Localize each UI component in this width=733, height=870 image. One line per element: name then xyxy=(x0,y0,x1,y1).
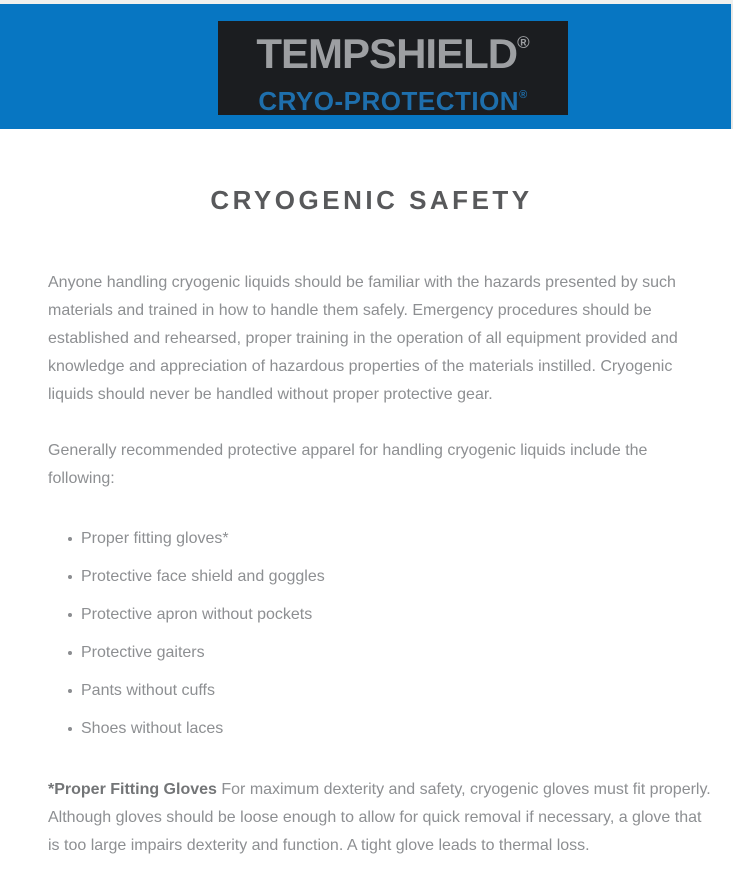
list-item xyxy=(48,677,695,705)
tempshield-logo xyxy=(218,21,568,115)
paragraph-line: Generally recommended protective apparel for handling cryogenic liquids include the xyxy=(48,442,648,459)
bullet-icon xyxy=(68,613,72,617)
paragraph-line: Although gloves should be loose enough to allow for quick removal if necessary, a glove that xyxy=(48,809,702,826)
paragraph-line: knowledge and appreciation of hazardous properties of the materials instilled. Cryogenic xyxy=(48,358,673,375)
paragraph-line xyxy=(48,776,711,804)
paragraph-line: following: xyxy=(48,470,115,487)
gloves-footnote-paragraph xyxy=(48,776,711,860)
header-banner xyxy=(0,4,733,129)
footnote-line-rest: For maximum dexterity and safety, cryogenic gloves must fit properly. xyxy=(216,781,711,798)
main-content xyxy=(0,186,733,860)
list-item xyxy=(48,601,695,629)
paragraph-line: established and rehearsed, proper training in the operation of all equipment provided and xyxy=(48,330,678,347)
list-item xyxy=(48,525,695,553)
page-title: CRYOGENIC SAFETY xyxy=(210,185,533,215)
logo-tagline-text xyxy=(258,78,527,118)
paragraph-line: liquids should never be handled without proper protective gear. xyxy=(48,386,493,403)
bullet-icon xyxy=(68,537,72,541)
list-item xyxy=(48,639,695,667)
bullet-icon xyxy=(68,575,72,579)
apparel-intro-paragraph xyxy=(48,437,695,493)
logo-brand-word: TEMPSHIELD xyxy=(256,29,518,77)
footnote-bold-lead: *Proper Fitting Gloves xyxy=(48,781,217,798)
list-item-label: Protective face shield and goggles xyxy=(81,568,325,585)
list-item xyxy=(48,563,695,591)
bullet-icon xyxy=(68,727,72,731)
list-item-label: Protective gaiters xyxy=(81,644,205,661)
list-item-label: Pants without cuffs xyxy=(81,682,215,699)
paragraph-line: Anyone handling cryogenic liquids should be familiar with the hazards presented by such xyxy=(48,274,676,291)
paragraph-line: materials and trained in how to handle them safely. Emergency procedures should be xyxy=(48,302,652,319)
list-item-label: Shoes without laces xyxy=(81,720,224,737)
intro-paragraph xyxy=(48,269,695,409)
protective-apparel-list xyxy=(48,525,695,743)
registered-trademark-icon: ® xyxy=(519,88,528,101)
logo-tagline-word: CRYO-PROTECTION xyxy=(258,85,520,116)
registered-trademark-icon: ® xyxy=(517,32,530,52)
logo-brand-text xyxy=(256,19,529,78)
bullet-icon xyxy=(68,651,72,655)
list-item xyxy=(48,715,695,743)
list-item-label: Proper fitting gloves* xyxy=(81,530,229,547)
bullet-icon xyxy=(68,689,72,693)
paragraph-line: is too large impairs dexterity and function. A tight glove leads to thermal loss. xyxy=(48,837,590,854)
list-item-label: Protective apron without pockets xyxy=(81,606,313,623)
